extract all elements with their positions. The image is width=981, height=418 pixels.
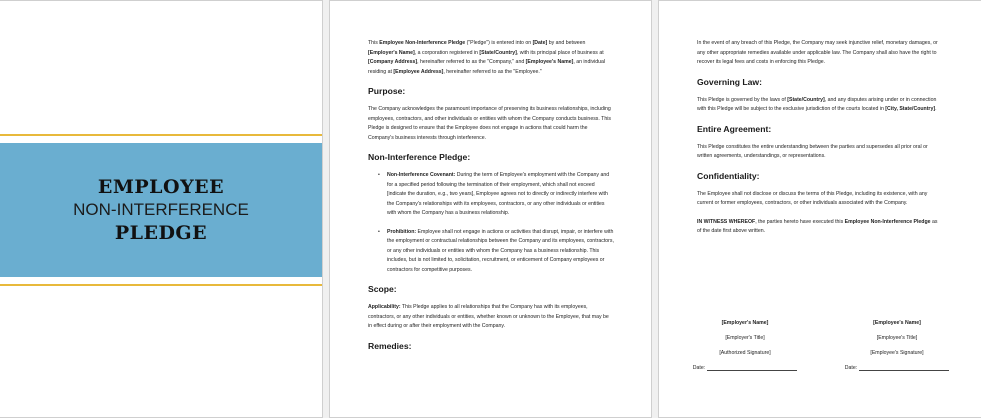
text-run: , a corporation registered in (414, 49, 480, 56)
bullet-label: Prohibition: (387, 228, 417, 235)
text-run: , an individual residing at (368, 59, 606, 75)
scope-text: This Pledge applies to all relationships that the Company has with its employees, contractors, or any other individuals or entities, whether known or unknown to the Employee, that may be in effect during or after their employment with the Company. (368, 304, 609, 329)
bold-run: IN WITNESS WHEREOF (697, 218, 756, 225)
intro-paragraph (368, 39, 614, 77)
purpose-heading: Purpose: (368, 86, 406, 96)
bold-run: [Company Address] (368, 59, 418, 65)
entire-agreement-paragraph: This Pledge constitutes the entire understanding between the parties and supersedes all prior oral or written agreements, understandings, or representations. (697, 143, 928, 159)
non-interference-heading: Non-Interference Pledge: (368, 152, 471, 162)
text-run: This (368, 40, 380, 46)
employer-title: [Employer's Title] (725, 335, 765, 341)
bullet-text: During the term of Employee's employment with the Company and for a specified period following the termination of their employment, which shall not exceed [indicate the duration, e.g., two years], Employee agrees not to directly or indirectly interfere with the Company's relationships with its employees, contractors, or any other individuals or entities with whom the Company has a business relationship. (387, 172, 610, 216)
bold-run: Employee Non-Interference Pledge (844, 218, 931, 225)
list-item (378, 171, 614, 219)
remedies-paragraph: In the event of any breach of this Pledge, the Company may seek injunctive relief, monetary damages, or any other appropriate remedies available under applicable law. The Company shall also have the right to recover its legal fees and costs in enforcing this Pledge. (697, 40, 938, 65)
list-item (378, 228, 614, 276)
purpose-paragraph: The Company acknowledges the paramount importance of preserving its business relationships, including employees, contractors, and other individuals or entities with whom the Company conducts business. This Pledge is designed to ensure that the Employee does not engage in actions that could harm the Company's business interests through interference. (368, 106, 611, 141)
employee-signature: [Employee's Signature] (870, 350, 924, 356)
bullet-icon: • (378, 228, 380, 235)
text-run: ("Pledge") is entered into on (465, 40, 533, 46)
text-run: , with its principal place of business at (516, 49, 604, 56)
bullet-label: Non-Interference Covenant: (387, 172, 456, 178)
remedies-heading: Remedies: (368, 340, 412, 351)
bold-run: [Date] (532, 40, 548, 46)
employee-date-row (835, 365, 959, 371)
scope-paragraph (368, 303, 614, 332)
document-page-3 (658, 0, 981, 418)
bold-run: [Employee Address] (393, 68, 444, 75)
date-line (859, 366, 949, 371)
cover-bottom-rule (0, 284, 322, 286)
employer-signature-block (683, 320, 807, 371)
page-2-content (368, 39, 614, 360)
employer-name: [Employer's Name] (721, 320, 769, 326)
cover-title (0, 175, 322, 245)
date-label: Date: (844, 365, 858, 371)
bullet-text: Employee shall not engage in actions or activities that disrupt, impair, or interfere with the employment or contractual relationships between the Company and its employees, contractors, or any other individuals or entities with whom the Company has a business relationship. This includes, but is not limited to, solicitation, recruitment, or enticement of Company employees or contractors for competitive purposes. (387, 228, 614, 273)
scope-label: Applicability: (368, 304, 401, 310)
cover-title-line3: PLEDGE (114, 222, 208, 244)
cover-title-line1: EMPLOYEE (97, 176, 225, 198)
employer-date-row (683, 365, 807, 371)
bold-run: Employee Non-Interference Pledge (379, 40, 466, 46)
confidentiality-paragraph: The Employee shall not disclose or discuss the terms of this Pledge, including its existence, with any current or former employees, contractors, or other individuals associated with the Company. (697, 190, 928, 206)
page-3-content (697, 39, 943, 246)
bold-run: [State/Country] (787, 96, 825, 103)
text-run: . (935, 106, 937, 112)
bullet-icon: • (378, 172, 380, 178)
bold-run: [Employer's Name] (368, 49, 415, 56)
date-line (707, 366, 797, 371)
bold-run: [State/Country] (479, 49, 517, 56)
cover-page (0, 0, 323, 418)
employee-signature-block (835, 320, 959, 371)
text-run: , hereinafter referred to as the "Company," and (417, 59, 526, 65)
confidentiality-heading: Confidentiality: (697, 170, 760, 181)
text-run: This Pledge is governed by the laws of (697, 96, 788, 103)
bold-run: [City, State/Country] (885, 106, 936, 112)
bold-run: [Employee's Name] (525, 59, 574, 65)
cover-title-line2: NON-INTERFERENCE (73, 200, 249, 219)
governing-law-paragraph (697, 96, 943, 115)
document-page-2 (329, 0, 652, 418)
text-run: as of the date first above written. (697, 218, 938, 234)
text-run: , and any disputes arising under or in connection with this Pledge will be subject to the exclusive jurisdiction of the courts located in (697, 96, 937, 112)
employer-signature: [Authorized Signature] (719, 350, 771, 356)
governing-law-heading: Governing Law: (697, 76, 762, 87)
pledge-bullet-list (368, 171, 614, 275)
text-run: , the parties hereto have executed this (755, 218, 845, 225)
date-label: Date: (692, 365, 706, 371)
entire-agreement-heading: Entire Agreement: (697, 123, 772, 134)
cover-top-rule (0, 134, 322, 136)
text-run: by and between (547, 40, 586, 46)
text-run: , hereinafter referred to as the "Employee." (443, 68, 542, 75)
scope-heading: Scope: (368, 284, 397, 294)
employee-title: [Employee's Title] (876, 335, 918, 341)
employee-name: [Employee's Name] (873, 320, 921, 326)
witness-paragraph (697, 218, 943, 237)
